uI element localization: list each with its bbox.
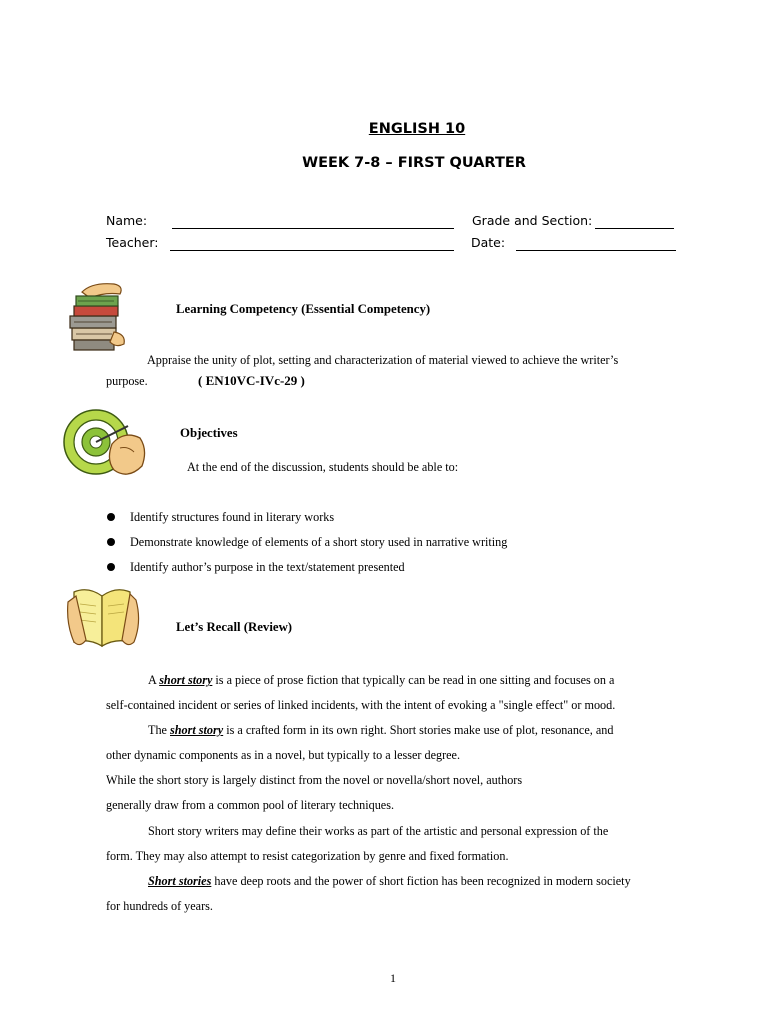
competency-text-line2: purpose. <box>106 374 148 388</box>
recall-heading: Let’s Recall (Review) <box>176 620 293 634</box>
key-term: Short stories <box>148 874 212 888</box>
bullet-icon <box>107 513 115 521</box>
books-icon <box>64 280 130 354</box>
paragraph-line <box>148 723 613 738</box>
paragraph-line: other dynamic components as in a novel, but typically to a lesser degree. <box>106 748 461 762</box>
paragraph-text: A <box>148 673 160 687</box>
paragraph-line: Short story writers may define their works as part of the artistic and personal expression of the <box>148 824 609 838</box>
date-field[interactable] <box>516 250 676 251</box>
paragraph-text: is a crafted form in its own right. Short stories make use of plot, resonance, and <box>223 723 614 737</box>
teacher-label: Teacher: <box>106 235 159 250</box>
objective-item: Identify structures found in literary works <box>130 510 335 524</box>
objectives-intro: At the end of the discussion, students should be able to: <box>187 460 459 474</box>
competency-text-line1: Appraise the unity of plot, setting and characterization of material viewed to achieve the writer’s <box>147 353 619 367</box>
document-subtitle: WEEK 7-8 – FIRST QUARTER <box>302 155 526 171</box>
paragraph-line: self-contained incident or series of linked incidents, with the intent of evoking a "single effect" or mood. <box>106 698 616 712</box>
open-book-icon <box>66 582 142 654</box>
date-label: Date: <box>471 235 506 250</box>
objective-item: Demonstrate knowledge of elements of a short story used in narrative writing <box>130 535 508 549</box>
paragraph-line <box>148 874 631 889</box>
paragraph-text: The <box>148 723 170 737</box>
paragraph-text: is a piece of prose fiction that typically can be read in one sitting and focuses on a <box>212 673 615 687</box>
target-icon <box>62 404 152 484</box>
paragraph-line <box>148 673 614 688</box>
name-field[interactable] <box>172 228 454 229</box>
page-number: 1 <box>390 971 396 985</box>
name-label: Name: <box>106 213 148 228</box>
key-term: short story <box>170 723 224 737</box>
grade-section-field[interactable] <box>595 228 674 229</box>
document-title: ENGLISH 10 <box>368 121 466 137</box>
teacher-field[interactable] <box>170 250 454 251</box>
bullet-icon <box>107 538 115 546</box>
objective-item: Identify author’s purpose in the text/statement presented <box>130 560 405 574</box>
paragraph-line: form. They may also attempt to resist categorization by genre and fixed formation. <box>106 849 509 863</box>
bullet-icon <box>107 563 115 571</box>
key-term: short story <box>159 673 213 687</box>
competency-heading: Learning Competency (Essential Competency) <box>176 302 431 316</box>
paragraph-line: for hundreds of years. <box>106 899 213 913</box>
paragraph-line: While the short story is largely distinct from the novel or novella/short novel, authors <box>106 773 523 787</box>
objectives-heading: Objectives <box>180 426 238 440</box>
paragraph-line: generally draw from a common pool of literary techniques. <box>106 798 395 812</box>
paragraph-text: have deep roots and the power of short fiction has been recognized in modern society <box>211 874 631 888</box>
grade-section-label: Grade and Section: <box>472 213 593 228</box>
competency-code: ( EN10VC-IVc-29 ) <box>198 373 305 388</box>
